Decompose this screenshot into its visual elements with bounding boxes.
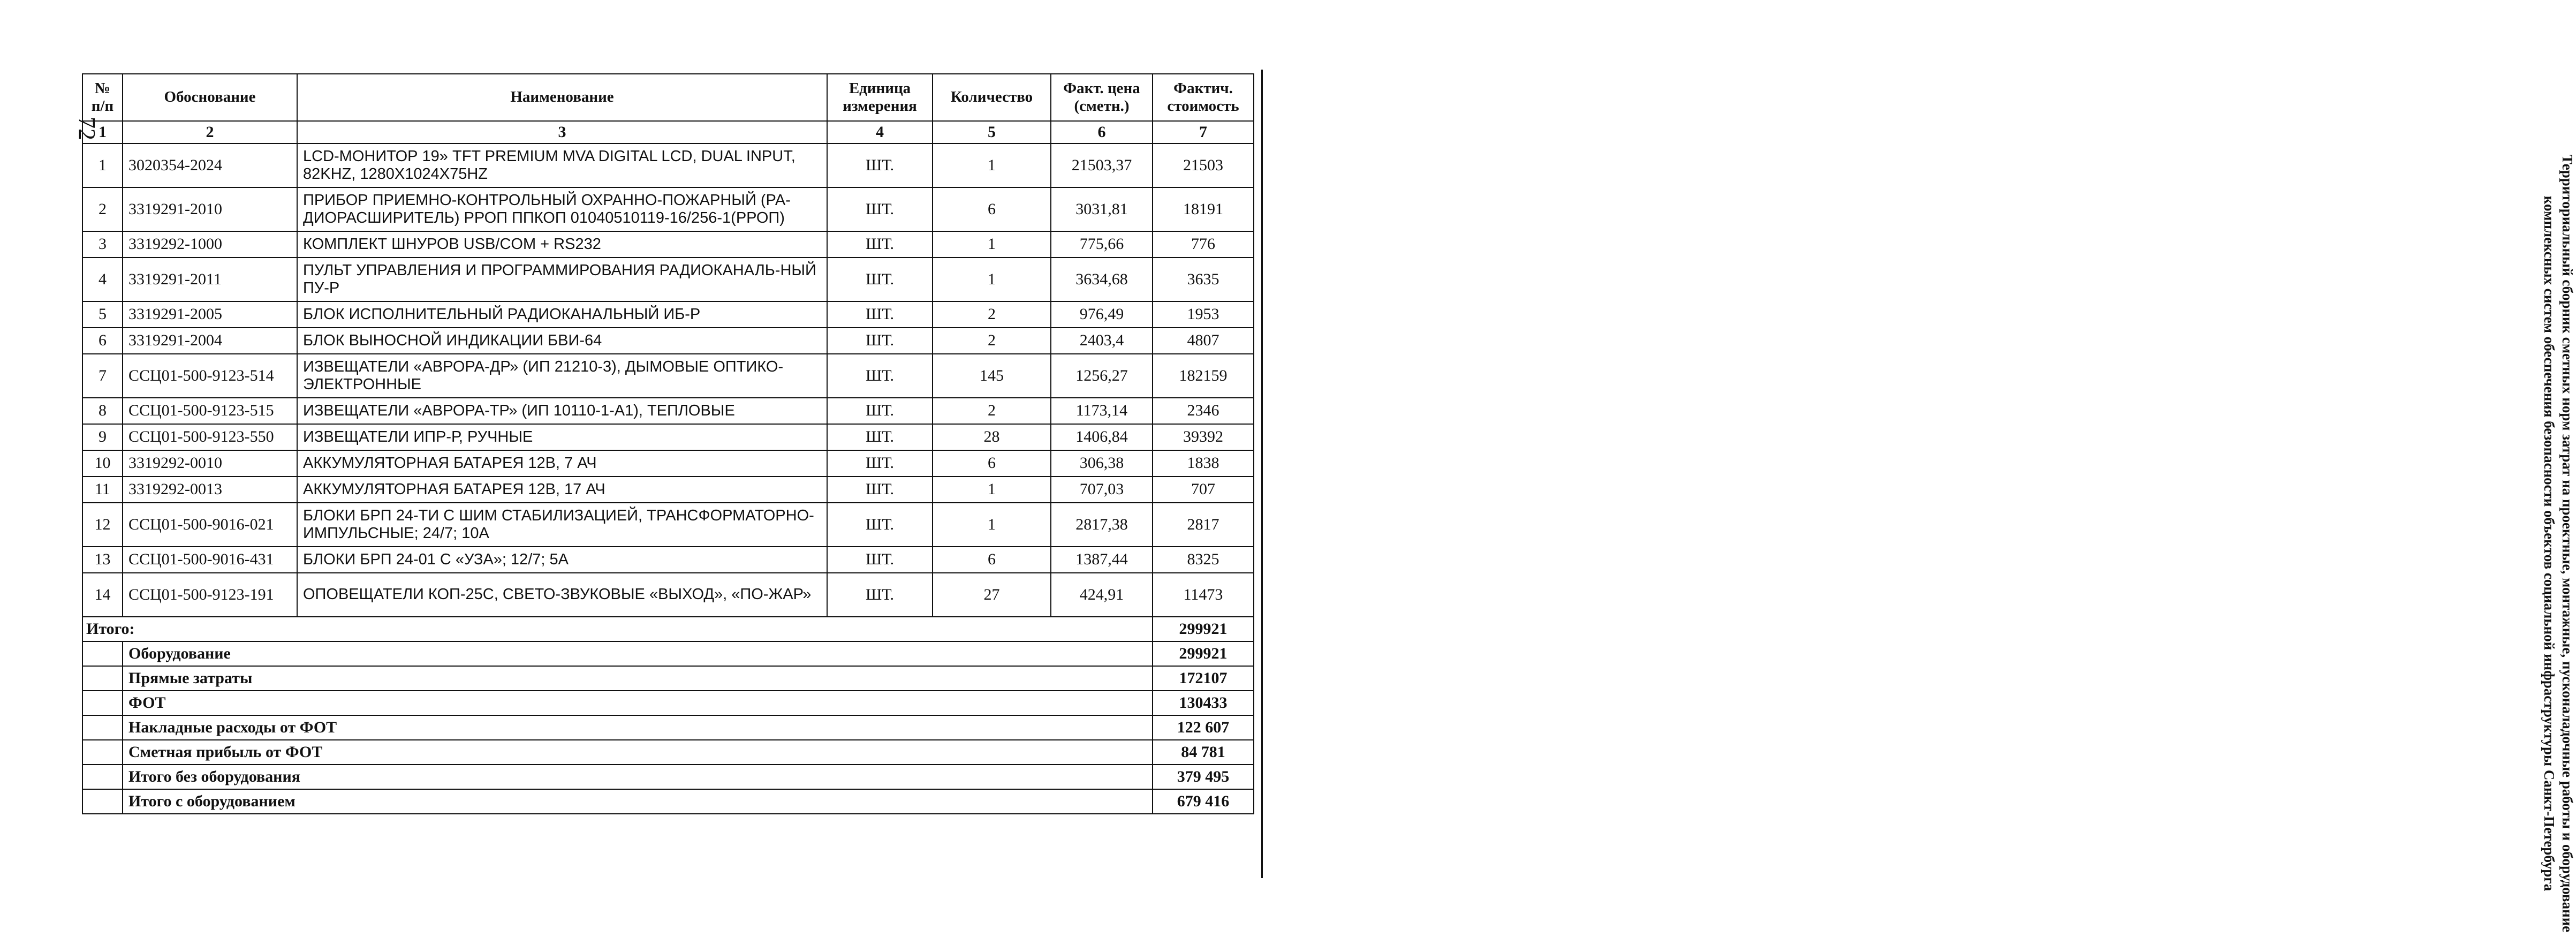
row-cost: 707 xyxy=(1153,477,1254,503)
row-num: 6 xyxy=(82,328,123,354)
summary-row xyxy=(82,789,1254,814)
row-cost: 1953 xyxy=(1153,301,1254,328)
row-qty: 6 xyxy=(933,187,1051,231)
row-name: ИЗВЕЩАТЕЛИ ИПР-Р, РУЧНЫЕ xyxy=(297,424,827,450)
table-row xyxy=(82,258,1254,301)
summary-spacer xyxy=(82,691,123,715)
row-unit: ШТ. xyxy=(827,328,933,354)
summary-value: 679 416 xyxy=(1153,789,1254,814)
row-cost: 2817 xyxy=(1153,503,1254,547)
table-row xyxy=(82,231,1254,258)
table-row xyxy=(82,301,1254,328)
row-code: 3319292-0010 xyxy=(123,450,297,477)
table-row xyxy=(82,328,1254,354)
row-price: 3031,81 xyxy=(1051,187,1153,231)
side-divider xyxy=(1261,70,1263,878)
row-cost: 1838 xyxy=(1153,450,1254,477)
column-number-row xyxy=(82,121,1254,143)
row-qty: 27 xyxy=(933,573,1051,617)
header-cost: Фактич. стоимость xyxy=(1153,74,1254,121)
row-num: 3 xyxy=(82,231,123,258)
row-cost: 776 xyxy=(1153,231,1254,258)
summary-spacer xyxy=(82,715,123,740)
row-code: 3020354-2024 xyxy=(123,143,297,187)
row-cost: 21503 xyxy=(1153,143,1254,187)
row-price: 3634,68 xyxy=(1051,258,1153,301)
summary-value: 379 495 xyxy=(1153,765,1254,789)
table-row xyxy=(82,187,1254,231)
row-code: ССЦ01-500-9016-021 xyxy=(123,503,297,547)
row-qty: 2 xyxy=(933,328,1051,354)
summary-label: Оборудование xyxy=(123,641,1153,666)
row-unit: ШТ. xyxy=(827,187,933,231)
row-unit: ШТ. xyxy=(827,258,933,301)
summary-row xyxy=(82,641,1254,666)
row-price: 2403,4 xyxy=(1051,328,1153,354)
row-price: 1406,84 xyxy=(1051,424,1153,450)
row-code: ССЦ01-500-9123-550 xyxy=(123,424,297,450)
row-price: 2817,38 xyxy=(1051,503,1153,547)
table-row xyxy=(82,450,1254,477)
row-num: 10 xyxy=(82,450,123,477)
side-header xyxy=(1266,70,1314,883)
side-header-text xyxy=(2540,142,2576,945)
row-price: 1387,44 xyxy=(1051,547,1153,573)
row-code: 3319291-2005 xyxy=(123,301,297,328)
row-cost: 2346 xyxy=(1153,398,1254,424)
summary-row xyxy=(82,765,1254,789)
row-name: БЛОК ИСПОЛНИТЕЛЬНЫЙ РАДИОКАНАЛЬНЫЙ ИБ-Р xyxy=(297,301,827,328)
row-cost: 182159 xyxy=(1153,354,1254,398)
row-name: ПУЛЬТ УПРАВЛЕНИЯ И ПРОГРАММИРОВАНИЯ РАДИОКАНАЛЬ-НЫЙ ПУ-Р xyxy=(297,258,827,301)
summary-spacer xyxy=(82,641,123,666)
table-row xyxy=(82,398,1254,424)
table-row xyxy=(82,547,1254,573)
row-cost: 3635 xyxy=(1153,258,1254,301)
row-qty: 1 xyxy=(933,477,1051,503)
row-qty: 1 xyxy=(933,258,1051,301)
row-num: 13 xyxy=(82,547,123,573)
row-code: ССЦ01-500-9123-514 xyxy=(123,354,297,398)
row-name: ИЗВЕЩАТЕЛИ «АВРОРА-ДР» (ИП 21210-3), ДЫМОВЫЕ ОПТИКО-ЭЛЕКТРОННЫЕ xyxy=(297,354,827,398)
row-num: 5 xyxy=(82,301,123,328)
header-code: Обоснование xyxy=(123,74,297,121)
total-value: 299921 xyxy=(1153,617,1254,641)
summary-label: Итого без оборудования xyxy=(123,765,1153,789)
row-price: 775,66 xyxy=(1051,231,1153,258)
row-unit: ШТ. xyxy=(827,547,933,573)
row-num: 4 xyxy=(82,258,123,301)
row-name: ПРИБОР ПРИЕМНО-КОНТРОЛЬНЫЙ ОХРАННО-ПОЖАРНЫЙ (РА-ДИОРАСШИРИТЕЛЬ) РРОП ППКОП 01040510119-16/256-1(РРОП) xyxy=(297,187,827,231)
row-price: 1256,27 xyxy=(1051,354,1153,398)
table-row xyxy=(82,354,1254,398)
row-code: 3319291-2004 xyxy=(123,328,297,354)
row-name: ОПОВЕЩАТЕЛИ КОП-25С, СВЕТО-ЗВУКОВЫЕ «ВЫХОД», «ПО-ЖАР» xyxy=(297,573,827,617)
row-num: 12 xyxy=(82,503,123,547)
row-price: 1173,14 xyxy=(1051,398,1153,424)
summary-label: Прямые затраты xyxy=(123,666,1153,691)
row-unit: ШТ. xyxy=(827,477,933,503)
row-code: 3319292-0013 xyxy=(123,477,297,503)
row-unit: ШТ. xyxy=(827,143,933,187)
summary-value: 172107 xyxy=(1153,666,1254,691)
table-row xyxy=(82,477,1254,503)
row-num: 9 xyxy=(82,424,123,450)
column-number: 7 xyxy=(1153,121,1254,143)
summary-spacer xyxy=(82,740,123,765)
summary-row xyxy=(82,666,1254,691)
side-header-line1: Территориальный сборник сметных норм затрат на проектные, монтажные, пусконаладочные работы и оборудование xyxy=(2558,142,2576,945)
row-num: 8 xyxy=(82,398,123,424)
summary-spacer xyxy=(82,789,123,814)
estimate-table xyxy=(82,73,1254,814)
row-code: 3319292-1000 xyxy=(123,231,297,258)
table-row xyxy=(82,143,1254,187)
row-name: АККУМУЛЯТОРНАЯ БАТАРЕЯ 12В, 7 АЧ xyxy=(297,450,827,477)
row-name: БЛОК ВЫНОСНОЙ ИНДИКАЦИИ БВИ-64 xyxy=(297,328,827,354)
page-number-container xyxy=(51,58,73,90)
row-unit: ШТ. xyxy=(827,398,933,424)
row-cost: 39392 xyxy=(1153,424,1254,450)
summary-label: Итого с оборудованием xyxy=(123,789,1153,814)
row-cost: 4807 xyxy=(1153,328,1254,354)
header-row xyxy=(82,74,1254,121)
header-qty: Количество xyxy=(933,74,1051,121)
row-unit: ШТ. xyxy=(827,450,933,477)
row-qty: 6 xyxy=(933,547,1051,573)
summary-row xyxy=(82,691,1254,715)
header-name: Наименование xyxy=(297,74,827,121)
row-price: 306,38 xyxy=(1051,450,1153,477)
row-num: 2 xyxy=(82,187,123,231)
summary-value: 122 607 xyxy=(1153,715,1254,740)
row-unit: ШТ. xyxy=(827,354,933,398)
row-unit: ШТ. xyxy=(827,573,933,617)
side-header-line2: комплексных систем обеспечения безопасности объектов социальной инфраструктуры Санкт-Петербурга xyxy=(2540,142,2558,945)
summary-label: Сметная прибыль от ФОТ xyxy=(123,740,1153,765)
row-qty: 6 xyxy=(933,450,1051,477)
row-name: ИЗВЕЩАТЕЛИ «АВРОРА-ТР» (ИП 10110-1-А1), ТЕПЛОВЫЕ xyxy=(297,398,827,424)
table-row xyxy=(82,573,1254,617)
header-price: Факт. цена (сметн.) xyxy=(1051,74,1153,121)
row-price: 707,03 xyxy=(1051,477,1153,503)
row-num: 14 xyxy=(82,573,123,617)
row-cost: 18191 xyxy=(1153,187,1254,231)
row-unit: ШТ. xyxy=(827,424,933,450)
summary-label: Накладные расходы от ФОТ xyxy=(123,715,1153,740)
row-code: ССЦ01-500-9016-431 xyxy=(123,547,297,573)
row-qty: 1 xyxy=(933,143,1051,187)
row-price: 21503,37 xyxy=(1051,143,1153,187)
column-number: 2 xyxy=(123,121,297,143)
row-cost: 8325 xyxy=(1153,547,1254,573)
row-code: ССЦ01-500-9123-515 xyxy=(123,398,297,424)
row-num: 7 xyxy=(82,354,123,398)
row-name: АККУМУЛЯТОРНАЯ БАТАРЕЯ 12В, 17 АЧ xyxy=(297,477,827,503)
column-number: 5 xyxy=(933,121,1051,143)
row-qty: 1 xyxy=(933,503,1051,547)
row-price: 976,49 xyxy=(1051,301,1153,328)
row-qty: 145 xyxy=(933,354,1051,398)
summary-value: 299921 xyxy=(1153,641,1254,666)
row-code: 3319291-2010 xyxy=(123,187,297,231)
row-name: БЛОКИ БРП 24-01 С «УЗА»; 12/7; 5А xyxy=(297,547,827,573)
row-cost: 11473 xyxy=(1153,573,1254,617)
row-qty: 2 xyxy=(933,398,1051,424)
summary-spacer xyxy=(82,666,123,691)
total-label: Итого: xyxy=(82,617,1153,641)
header-num: № п/п xyxy=(82,74,123,121)
page-number: 72 xyxy=(75,117,99,140)
row-num: 11 xyxy=(82,477,123,503)
row-qty: 1 xyxy=(933,231,1051,258)
table-row xyxy=(82,424,1254,450)
summary-spacer xyxy=(82,765,123,789)
total-row xyxy=(82,617,1254,641)
row-num: 1 xyxy=(82,143,123,187)
row-unit: ШТ. xyxy=(827,231,933,258)
row-unit: ШТ. xyxy=(827,301,933,328)
summary-value: 84 781 xyxy=(1153,740,1254,765)
column-number: 6 xyxy=(1051,121,1153,143)
row-name: БЛОКИ БРП 24-ТИ С ШИМ СТАБИЛИЗАЦИЕЙ, ТРАНСФОРМАТОРНО-ИМПУЛЬСНЫЕ; 24/7; 10А xyxy=(297,503,827,547)
column-number: 1 xyxy=(82,121,123,143)
table-row xyxy=(82,503,1254,547)
column-number: 4 xyxy=(827,121,933,143)
row-qty: 2 xyxy=(933,301,1051,328)
header-unit: Единица измерения xyxy=(827,74,933,121)
row-name: LCD-МОНИТОР 19» TFT PREMIUM MVA DIGITAL LCD, DUAL INPUT, 82KHZ, 1280X1024X75HZ xyxy=(297,143,827,187)
row-qty: 28 xyxy=(933,424,1051,450)
summary-row xyxy=(82,715,1254,740)
summary-label: ФОТ xyxy=(123,691,1153,715)
row-code: ССЦ01-500-9123-191 xyxy=(123,573,297,617)
summary-value: 130433 xyxy=(1153,691,1254,715)
row-unit: ШТ. xyxy=(827,503,933,547)
summary-row xyxy=(82,740,1254,765)
row-price: 424,91 xyxy=(1051,573,1153,617)
row-code: 3319291-2011 xyxy=(123,258,297,301)
row-name: КОМПЛЕКТ ШНУРОВ USB/COM + RS232 xyxy=(297,231,827,258)
column-number: 3 xyxy=(297,121,827,143)
